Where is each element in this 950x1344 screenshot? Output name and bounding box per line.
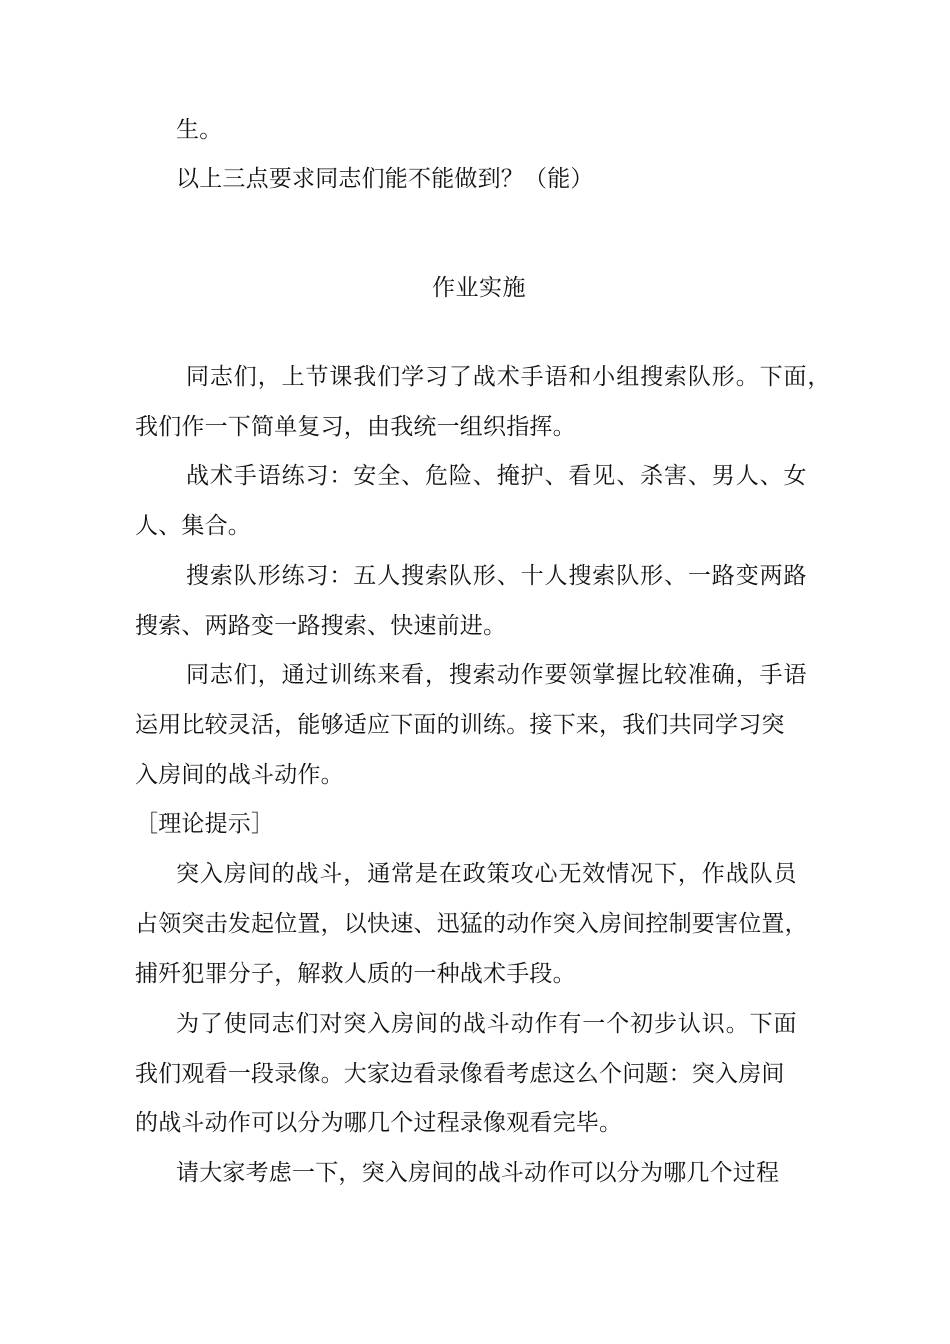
text-line: 突入房间的战斗，通常是在政策攻心无效情况下，作战队员 bbox=[176, 861, 798, 887]
text-line: 人、集合。 bbox=[135, 513, 251, 539]
text-line: 我们作一下简单复习，由我统一组织指挥。 bbox=[135, 414, 576, 440]
text-line: 为了使同志们对突入房间的战斗动作有一个初步认识。下面 bbox=[176, 1011, 798, 1037]
text-line: 同志们，通过训练来看，搜索动作要领掌握比较准确，手语 bbox=[186, 662, 808, 688]
text-line: 捕歼犯罪分子，解救人质的一种战术手段。 bbox=[135, 961, 576, 987]
text-line: 搜索、两路变一路搜索、快速前进。 bbox=[135, 613, 507, 639]
text-line: 同志们，上节课我们学习了战术手语和小组搜索队形。下面， bbox=[186, 364, 832, 390]
text-line: 战术手语练习：安全、危险、掩护、看见、杀害、男人、女 bbox=[186, 463, 808, 489]
text-line: 运用比较灵活，能够适应下面的训练。接下来，我们共同学习突 bbox=[135, 712, 785, 738]
section-heading: 作业实施 bbox=[432, 275, 526, 301]
text-line: 请大家考虑一下，突入房间的战斗动作可以分为哪几个过程 bbox=[176, 1160, 780, 1186]
text-line: 入房间的战斗动作。 bbox=[135, 762, 344, 788]
text-line: 的战斗动作可以分为哪几个过程录像观看完毕。 bbox=[135, 1110, 623, 1136]
text-line: 搜索队形练习：五人搜索队形、十人搜索队形、一路变两路 bbox=[186, 563, 808, 589]
text-line: 以上三点要求同志们能不能做到？（能） bbox=[176, 166, 594, 192]
bracket-heading: ［理论提示］ bbox=[135, 811, 275, 837]
text-line: 占领突击发起位置，以快速、迅猛的动作突入房间控制要害位置， bbox=[135, 911, 808, 937]
text-line: 生。 bbox=[176, 117, 223, 143]
text-line: 我们观看一段录像。大家边看录像看考虑这么个问题：突入房间 bbox=[135, 1061, 785, 1087]
